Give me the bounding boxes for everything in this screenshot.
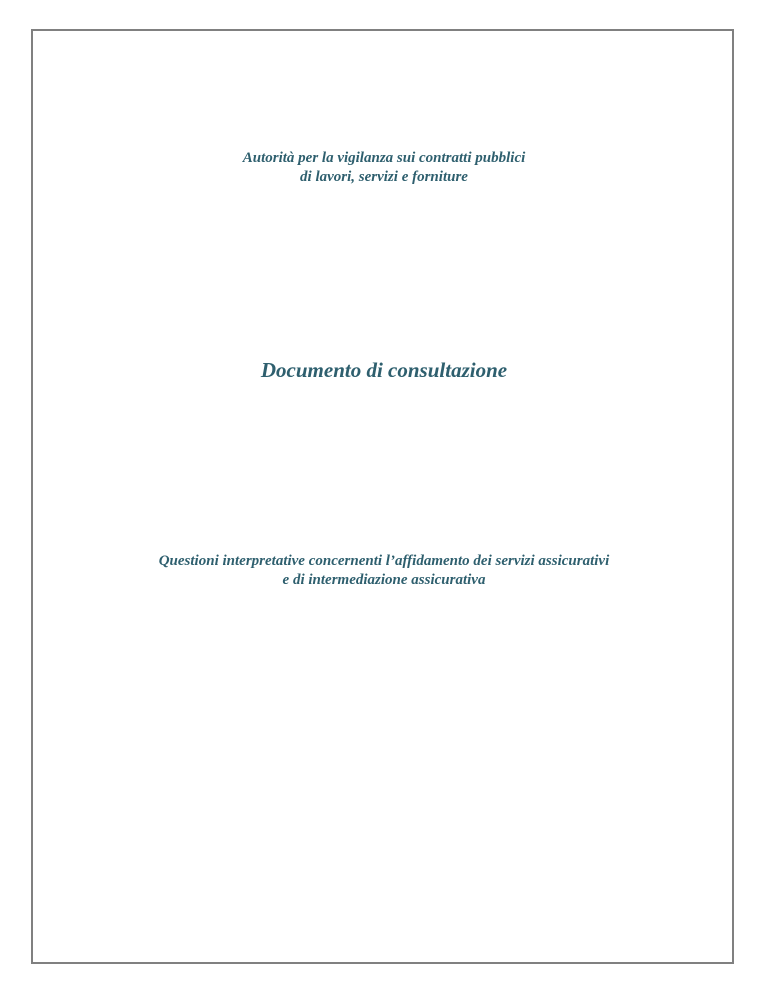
document-title: Documento di consultazione	[260, 358, 508, 382]
document-subject-line-2: e di intermediazione assicurativa	[282, 572, 486, 588]
authority-name-line-2: di lavori, servizi e forniture	[300, 169, 468, 185]
authority-name-line-1: Autorità per la vigilanza sui contratti pubblici	[242, 150, 526, 166]
document-subject-line-1: Questioni interpretative concernenti l’affidamento dei servizi assicurativi	[158, 553, 610, 569]
